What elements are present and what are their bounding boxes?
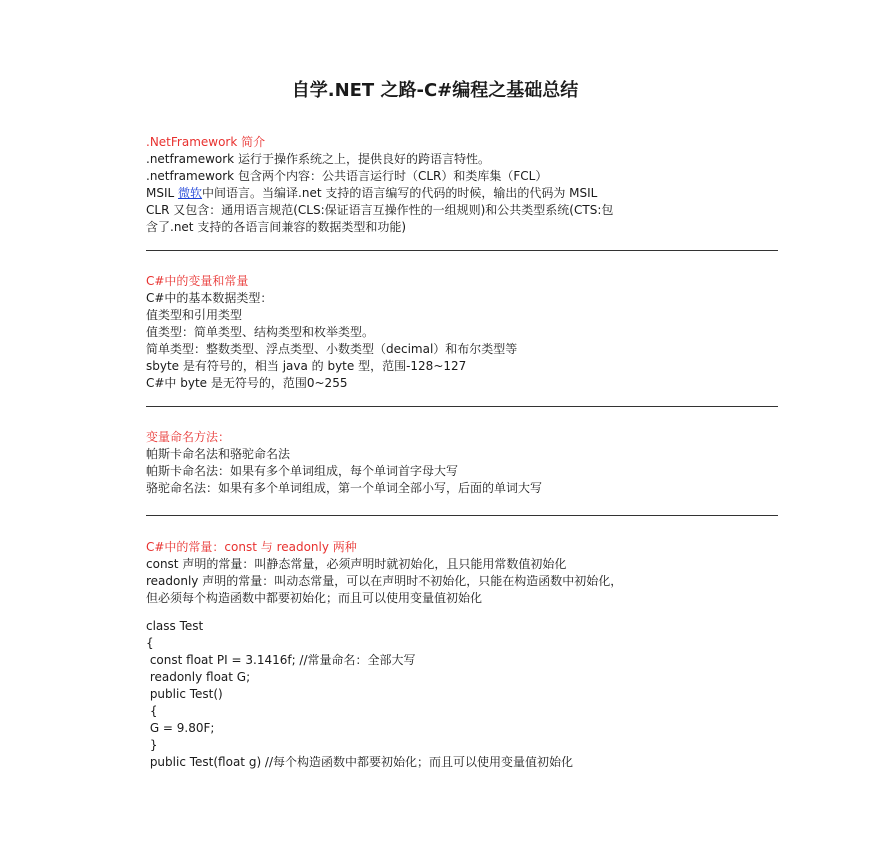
code-block [146, 618, 786, 771]
code-line: const float PI = 3.1416f; //常量命名：全部大写 [146, 653, 416, 667]
microsoft-link[interactable]: 微软 [178, 186, 203, 200]
code-line: { [146, 704, 158, 718]
text-line: readonly 声明的常量：叫动态常量，可以在声明时不初始化，只能在构造函数中初始化， [146, 574, 623, 588]
divider [146, 250, 778, 251]
divider [146, 406, 778, 407]
code-line: public Test() [146, 687, 223, 701]
section-constants [146, 539, 786, 607]
text-line: .netframework 运行于操作系统之上，提供良好的跨语言特性。 [146, 152, 490, 166]
document-title: 自学.NET 之路-C#编程之基础总结 [291, 80, 579, 101]
code-line: class Test [146, 619, 204, 633]
text-line: 骆驼命名法：如果有多个单词组成，第一个单词全部小写，后面的单词大写 [146, 481, 543, 495]
code-line: readonly float G; [146, 670, 251, 684]
section-heading: .NetFramework 简介 [146, 135, 266, 149]
text-line: 含了.net 支持的各语言间兼容的数据类型和功能) [146, 220, 407, 234]
text-line: .netframework 包含两个内容：公共语言运行时（CLR）和类库集（FCL） [146, 169, 548, 183]
text-line: const 声明的常量：叫静态常量，必须声明时就初始化，且只能用常数值初始化 [146, 557, 567, 571]
section-naming-conventions [146, 429, 786, 497]
text-line: CLR 又包含：通用语言规范(CLS:保证语言互操作性的一组规则)和公共类型系统(CTS:包 [146, 203, 614, 217]
section-heading: 变量命名方法： [146, 430, 231, 444]
text-line: 值类型：简单类型、结构类型和枚举类型。 [146, 325, 375, 339]
text-line: 但必须每个构造函数中都要初始化；而且可以使用变量值初始化 [146, 591, 483, 605]
code-line: { [146, 636, 154, 650]
divider [146, 515, 778, 516]
code-line: G = 9.80F; [146, 721, 215, 735]
text-line: 帕斯卡命名法：如果有多个单词组成，每个单词首字母大写 [146, 464, 459, 478]
section-heading: C#中的常量：const 与 readonly 两种 [146, 540, 357, 554]
text-line: 简单类型：整数类型、浮点类型、小数类型（decimal）和布尔类型等 [146, 342, 518, 356]
text-line [146, 185, 786, 202]
text-line: sbyte 是有符号的，相当 java 的 byte 型，范围-128~127 [146, 359, 467, 373]
text-line: 帕斯卡命名法和骆驼命名法 [146, 447, 291, 461]
text-line: C#中 byte 是无符号的，范围0~255 [146, 376, 348, 390]
text-line: C#中的基本数据类型： [146, 291, 273, 305]
code-line: } [146, 738, 158, 752]
text-fragment: MSIL [146, 186, 179, 200]
section-variables-constants [146, 273, 786, 392]
text-line: 值类型和引用类型 [146, 308, 243, 322]
code-line: public Test(float g) //每个构造函数中都要初始化；而且可以使用变量值初始化 [146, 755, 574, 769]
text-fragment: 中间语言。当编译.net 支持的语言编写的代码的时候，输出的代码为 MSIL [202, 186, 598, 200]
section-netframework [146, 134, 786, 236]
section-heading: C#中的变量和常量 [146, 274, 249, 288]
